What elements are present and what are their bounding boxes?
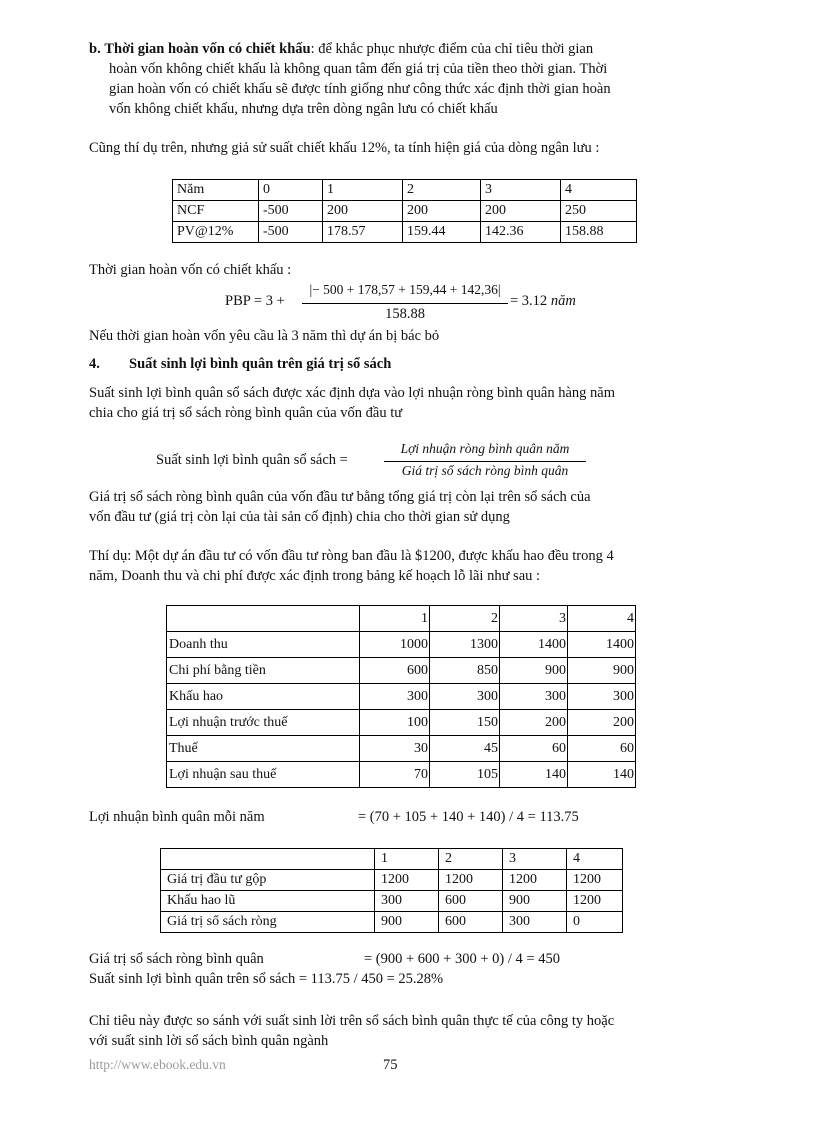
table-cell: 200 xyxy=(403,201,481,222)
table-cell: 300 xyxy=(500,684,568,710)
table-row xyxy=(167,762,636,788)
table-cell: 300 xyxy=(360,684,430,710)
pbp-denominator: 158.88 xyxy=(385,306,425,322)
section-b-paragraph xyxy=(89,39,709,119)
example-intro: Cũng thí dụ trên, nhưng giả sử suất chiết khấu 12%, ta tính hiện giá của dòng ngân lưu : xyxy=(89,140,600,156)
arr-formula-lhs: Suất sinh lợi bình quân sổ sách = xyxy=(156,452,348,468)
section-4-heading: Suất sinh lợi bình quân trên giá trị sổ sách xyxy=(129,356,392,372)
table-cell: Giá trị sổ sách ròng xyxy=(161,912,375,933)
table-cell: 1 xyxy=(323,180,403,201)
table-cell: 60 xyxy=(568,736,636,762)
table-cell: 30 xyxy=(360,736,430,762)
table-cell: 3 xyxy=(503,849,567,870)
table-cell: 200 xyxy=(323,201,403,222)
avg-bv-label: Giá trị sổ sách ròng bình quân xyxy=(89,951,264,967)
table-cell: 900 xyxy=(500,658,568,684)
table-cell: 60 xyxy=(500,736,568,762)
arr-numerator: Lợi nhuận ròng bình quân năm xyxy=(400,441,570,456)
table-row xyxy=(167,684,636,710)
table-cell: 900 xyxy=(503,891,567,912)
table-cell: 4 xyxy=(568,606,636,632)
table-cell: Khấu hao xyxy=(167,684,360,710)
table-cell: 900 xyxy=(568,658,636,684)
table-cell: 1200 xyxy=(439,870,503,891)
table-cell: 600 xyxy=(439,912,503,933)
table-cell: 3 xyxy=(500,606,568,632)
comparison-line2: với suất sinh lời sổ sách bình quân ngành xyxy=(89,1033,329,1049)
section-4-line2: chia cho giá trị sổ sách ròng bình quân của vốn đầu tư xyxy=(89,405,403,421)
table-row xyxy=(161,870,623,891)
table-row xyxy=(167,606,636,632)
table-cell xyxy=(167,606,360,632)
table-cell: 150 xyxy=(430,710,500,736)
table-cell: 600 xyxy=(360,658,430,684)
section-b-line1: : để khắc phục nhược điểm của chỉ tiêu thời gian xyxy=(310,41,594,57)
comparison-paragraph xyxy=(89,1011,614,1051)
section-b-line4: vốn không chiết khấu, nhưng dựa trên dòng ngân lưu có chiết khấu xyxy=(109,101,498,117)
pbp-numerator: |− 500 + 178,57 + 159,44 + 142,36| xyxy=(309,282,501,297)
table-row xyxy=(161,891,623,912)
arr-result: Suất sinh lợi bình quân trên sổ sách = 113.75 / 450 = 25.28% xyxy=(89,971,444,987)
table-cell: 4 xyxy=(567,849,623,870)
pbp-result-value: = 3.12 xyxy=(510,293,548,309)
arr-fraction-line xyxy=(384,461,586,462)
table-cell: 1200 xyxy=(375,870,439,891)
pbp-unit: năm xyxy=(550,293,576,309)
table-cell: 2 xyxy=(430,606,500,632)
table-row xyxy=(167,632,636,658)
footer-url[interactable]: http://www.ebook.edu.vn xyxy=(89,1057,226,1072)
table-cell: 2 xyxy=(403,180,481,201)
arr-denominator: Giá trị sổ sách ròng bình quân xyxy=(401,463,569,478)
table-cell: 1000 xyxy=(360,632,430,658)
pbp-result xyxy=(510,293,576,310)
section-4-line1: Suất sinh lợi bình quân sổ sách được xác định dựa vào lợi nhuận ròng bình quân hàng năm xyxy=(89,385,615,401)
table-cell: 600 xyxy=(439,891,503,912)
table-cell: 0 xyxy=(567,912,623,933)
section-4-heading-row xyxy=(89,356,391,373)
table-cell: 200 xyxy=(568,710,636,736)
table-cell: 140 xyxy=(500,762,568,788)
table-cell: 300 xyxy=(503,912,567,933)
table-cell: 300 xyxy=(430,684,500,710)
section-4-number: 4. xyxy=(89,356,100,372)
table-row xyxy=(173,180,637,201)
example2-paragraph xyxy=(89,546,614,586)
section-4-paragraph xyxy=(89,383,615,423)
table-row xyxy=(173,222,637,243)
table-row xyxy=(161,912,623,933)
avg-profit-label: Lợi nhuận bình quân mỗi năm xyxy=(89,809,265,825)
table-cell: 140 xyxy=(568,762,636,788)
pbp-fraction-line xyxy=(302,303,508,304)
table-row xyxy=(167,658,636,684)
table-cell: Năm xyxy=(173,180,259,201)
profit-loss-table xyxy=(166,605,636,788)
table-cell: Chi phí bằng tiền xyxy=(167,658,360,684)
table-cell: 159.44 xyxy=(403,222,481,243)
page-number: 75 xyxy=(383,1057,398,1073)
table-cell: PV@12% xyxy=(173,222,259,243)
table-row xyxy=(167,736,636,762)
table-cell: Lợi nhuận trước thuế xyxy=(167,710,360,736)
table-cell: 105 xyxy=(430,762,500,788)
table-cell: 850 xyxy=(430,658,500,684)
table-cell: 1200 xyxy=(567,870,623,891)
book-value-table xyxy=(160,848,623,933)
section-b-line3: gian hoàn vốn có chiết khấu sẽ được tính giống như công thức xác định thời gian hoàn xyxy=(109,81,611,97)
table-cell: 200 xyxy=(500,710,568,736)
avg-bv-formula: = (900 + 600 + 300 + 0) / 4 = 450 xyxy=(364,951,560,967)
table-row xyxy=(161,849,623,870)
reject-note: Nếu thời gian hoàn vốn yêu cầu là 3 năm thì dự án bị bác bỏ xyxy=(89,328,440,344)
table-cell: 1 xyxy=(375,849,439,870)
pbp-lhs: PBP = 3 + xyxy=(225,293,285,309)
table-cell: 1200 xyxy=(567,891,623,912)
pv-table xyxy=(172,179,637,243)
table-cell: Thuế xyxy=(167,736,360,762)
table-cell: 178.57 xyxy=(323,222,403,243)
table-row xyxy=(167,710,636,736)
table-cell: Giá trị đầu tư gộp xyxy=(161,870,375,891)
table-cell: 3 xyxy=(481,180,561,201)
table-cell: 250 xyxy=(561,201,637,222)
section-b-heading: Thời gian hoàn vốn có chiết khấu xyxy=(104,41,311,57)
table-cell: Khấu hao lũ xyxy=(161,891,375,912)
table-row xyxy=(173,201,637,222)
table-cell: 1400 xyxy=(500,632,568,658)
table-cell: -500 xyxy=(259,201,323,222)
table-cell: 4 xyxy=(561,180,637,201)
example2-line1: Thí dụ: Một dự án đầu tư có vốn đầu tư ròng ban đầu là $1200, được khấu hao đều trong 4 xyxy=(89,548,614,564)
table-cell: 1200 xyxy=(503,870,567,891)
book-value-line1: Giá trị sổ sách ròng bình quân của vốn đầu tư bằng tổng giá trị còn lại trên sổ sách của xyxy=(89,489,591,505)
comparison-line1: Chỉ tiêu này được so sánh với suất sinh lời trên sổ sách bình quân thực tế của công ty hoặc xyxy=(89,1013,615,1029)
table-cell: 1 xyxy=(360,606,430,632)
section-b-label: b. xyxy=(89,41,101,57)
table-cell: 300 xyxy=(375,891,439,912)
table-cell: Lợi nhuận sau thuế xyxy=(167,762,360,788)
table-cell: NCF xyxy=(173,201,259,222)
table-cell: 158.88 xyxy=(561,222,637,243)
table-cell xyxy=(161,849,375,870)
example2-line2: năm, Doanh thu và chi phí được xác định trong bảng kế hoạch lỗ lãi như sau : xyxy=(89,568,541,584)
table-cell: 142.36 xyxy=(481,222,561,243)
table-cell: Doanh thu xyxy=(167,632,360,658)
table-cell: 0 xyxy=(259,180,323,201)
table-cell: 100 xyxy=(360,710,430,736)
table-cell: -500 xyxy=(259,222,323,243)
table-cell: 300 xyxy=(568,684,636,710)
table-cell: 45 xyxy=(430,736,500,762)
section-b-line2: hoàn vốn không chiết khấu là không quan tâm đến giá trị của tiền theo thời gian. Thời xyxy=(109,61,608,77)
table-cell: 1400 xyxy=(568,632,636,658)
discounted-payback-label: Thời gian hoàn vốn có chiết khấu : xyxy=(89,262,292,278)
table-cell: 900 xyxy=(375,912,439,933)
book-value-line2: vốn đầu tư (giá trị còn lại của tài sản cố định) chia cho thời gian sử dụng xyxy=(89,509,510,525)
table-cell: 200 xyxy=(481,201,561,222)
avg-profit-formula: = (70 + 105 + 140 + 140) / 4 = 113.75 xyxy=(358,809,579,825)
table-cell: 70 xyxy=(360,762,430,788)
table-cell: 2 xyxy=(439,849,503,870)
book-value-definition xyxy=(89,487,591,527)
table-cell: 1300 xyxy=(430,632,500,658)
